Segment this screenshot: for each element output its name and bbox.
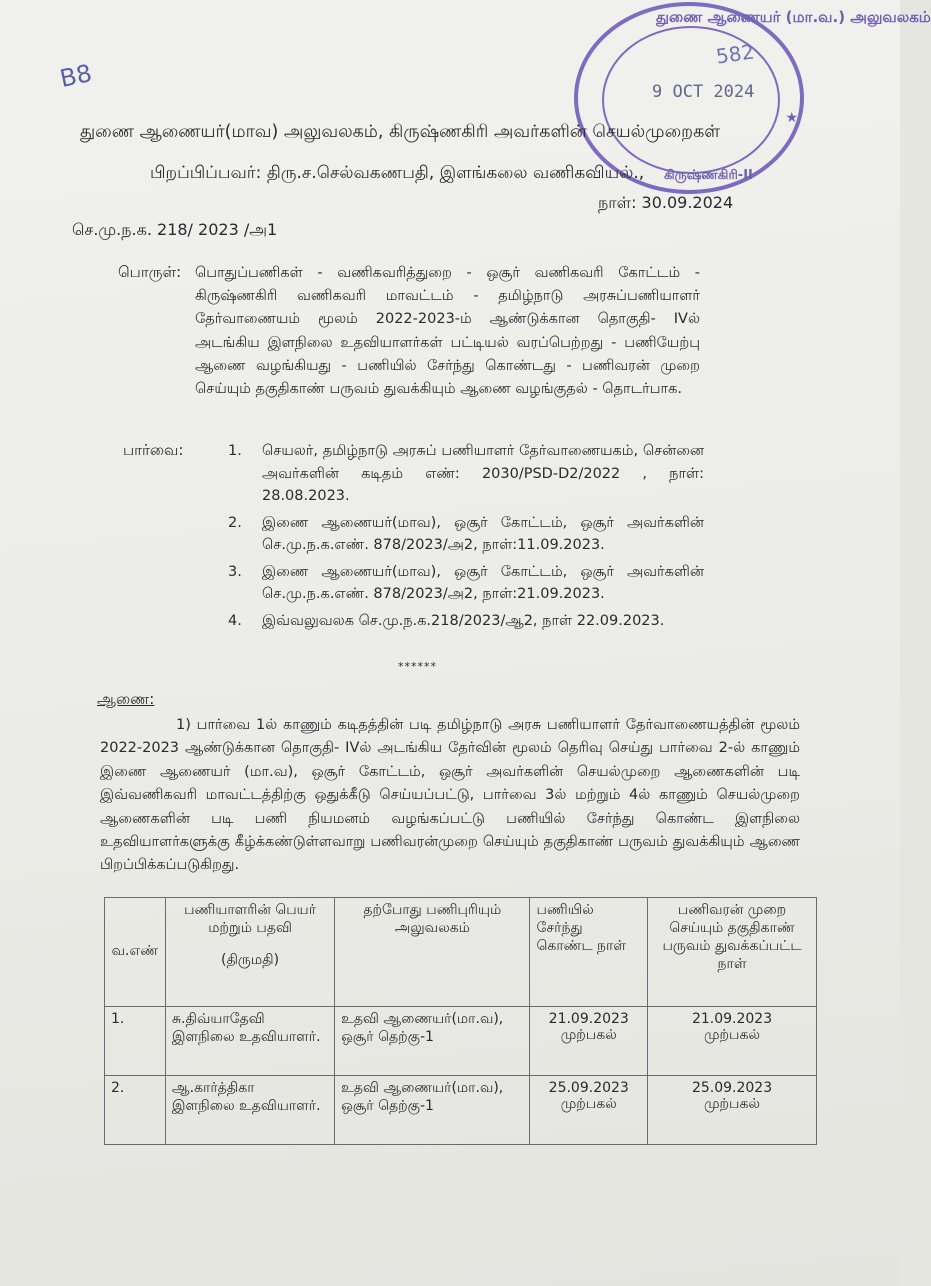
cell-name: சு.திவ்யாதேவி இளநிலை உதவியாளர். <box>165 1007 334 1076</box>
table-row <box>105 1007 817 1076</box>
cell-office: உதவி ஆணையர்(மா.வ), ஒசூர் தெற்கு-1 <box>335 1007 530 1076</box>
references-label: பார்வை: <box>123 441 184 459</box>
header-issuer: பிறப்பிப்பவர்: திரு.ச.செல்வகணபதி, இளங்கலை வணிகவியல்., <box>150 163 645 183</box>
reference-item: 1. செயலர், தமிழ்நாடு அரசுப் பணியாளர் தேர்வாணையகம், சென்னை அவர்களின் கடிதம் எண்: 2030/PSD-D2/2022 , நாள்: 28.08.2023. <box>228 443 704 504</box>
stamp-top-text: துணை ஆணையர் (மா.வ.) அலுவலகம் <box>656 8 931 26</box>
stamp-date: 9 OCT 2024 <box>652 82 755 102</box>
cell-joined: 25.09.2023 முற்பகல் <box>530 1076 648 1145</box>
header-office: தற்போது பணிபுரியும் அலுவலகம் <box>335 898 530 1007</box>
stamp-handwritten-number: 582 <box>714 39 756 69</box>
order-text: 1) பார்வை 1ல் காணும் கடிதத்தின் படி தமிழ்நாடு அரசு பணியாளர் தேர்வாணையத்தின் மூலம் 2022-2023 ஆண்டுக்கான தொகுதி- IVல் அடங்கிய தேர்வின் மூலம் தெரிவு செய்து பார்வை 2-ல் காணும் இணை ஆணையர் (மா.வ), ஒசூர் கோட்டம், ஒசூர் அவர்களின் செயல்முறை ஆணைகளின் படி இவ்வணிகவரி மாவட்டத்திற்கு ஒதுக்கீடு செய்யப்பட்டு, பார்வை 3ல் மற்றும் 4ல் காணும் செயல்முறை ஆணைகளின் படி பணி நியமனம் வழங்கப்பட்டு பணியில் சேர்ந்து கொண்ட இளநிலை உதவியாளர்களுக்கு கீழ்க்கண்டுள்ளவாறு பணிவரன்முறை செய்யும் தகுதிகாண் பருவம் துவக்கியும் ஆணை பிறப்பிக்கப்படுகிறது. <box>100 717 800 874</box>
handwritten-note: B8 <box>57 59 95 93</box>
references-list <box>228 440 704 636</box>
reference-number: செ.மு.ந.க. 218/ 2023 /அ1 <box>72 220 278 239</box>
cell-office: உதவி ஆணையர்(மா.வ), ஒசூர் தெற்கு-1 <box>335 1076 530 1145</box>
reference-item: 4. இவ்வலுவலக செ.மு.ந.க.218/2023/ஆ2, நாள் 22.09.2023. <box>228 612 665 629</box>
order-label: ஆணை: <box>97 690 155 708</box>
cell-sno: 1. <box>105 1007 166 1076</box>
cell-joined: 21.09.2023 முற்பகல் <box>530 1007 648 1076</box>
table-row <box>105 1076 817 1145</box>
document-date: நாள்: 30.09.2024 <box>598 193 734 212</box>
cell-probation: 25.09.2023 முற்பகல் <box>648 1076 817 1145</box>
header-name: பணியாளரின் பெயர் மற்றும் பதவி (திருமதி) <box>165 898 334 1007</box>
header-sno: வ.எண் <box>105 898 166 1007</box>
subject-label: பொருள்: <box>118 263 182 281</box>
cell-sno: 2. <box>105 1076 166 1145</box>
header-joined: பணியில் சேர்ந்து கொண்ட நாள் <box>530 898 648 1007</box>
appointment-table <box>104 897 817 1145</box>
table-header-row <box>105 898 817 1007</box>
header-probation: பணிவரன் முறை செய்யும் தகுதிகாண் பருவம் துவக்கப்பட்ட நாள் <box>648 898 817 1007</box>
separator: ****** <box>398 660 437 673</box>
reference-item: 2. இணை ஆணையர்(மாவ), ஒசூர் கோட்டம், ஒசூர் அவர்களின் செ.மு.ந.க.எண். 878/2023/அ2, நாள்:11.09.2023. <box>228 514 704 553</box>
stamp-bottom-text: கிருஷ்ணகிரி-II <box>664 168 753 183</box>
reference-item: 3. இணை ஆணையர்(மாவ), ஒசூர் கோட்டம், ஒசூர் அவர்களின் செ.மு.ந.க.எண். 878/2023/அ2, நாள்:21.09.2023. <box>228 563 704 602</box>
cell-probation: 21.09.2023 முற்பகல் <box>648 1007 817 1076</box>
cell-name: ஆ.கார்த்திகா இளநிலை உதவியாளர். <box>165 1076 334 1145</box>
header-title: துணை ஆணையர்(மாவ) அலுவலகம், கிருஷ்ணகிரி அவர்களின் செயல்முறைகள் <box>80 122 721 142</box>
subject-text: பொதுப்பணிகள் - வணிகவரித்துறை - ஒசூர் வணிகவரி கோட்டம் - கிருஷ்ணகிரி வணிகவரி மாவட்டம் - தமிழ்நாடு அரசுப்பணியாளர் தேர்வாணையம் மூலம் 2022-2023-ம் ஆண்டுக்கான தொகுதி- IVல் அடங்கிய இளநிலை உதவியாளர்கள் பட்டியல் வரப்பெற்றது - பணியேற்பு ஆணை வழங்கியது - பணியில் சேர்ந்து கொண்டது - பணிவரன் முறை செய்யும் தகுதிகாண் பருவம் துவக்கியும் ஆணை வழங்குதல் - தொடர்பாக. <box>195 265 700 398</box>
star-icon: ★ <box>785 110 798 126</box>
